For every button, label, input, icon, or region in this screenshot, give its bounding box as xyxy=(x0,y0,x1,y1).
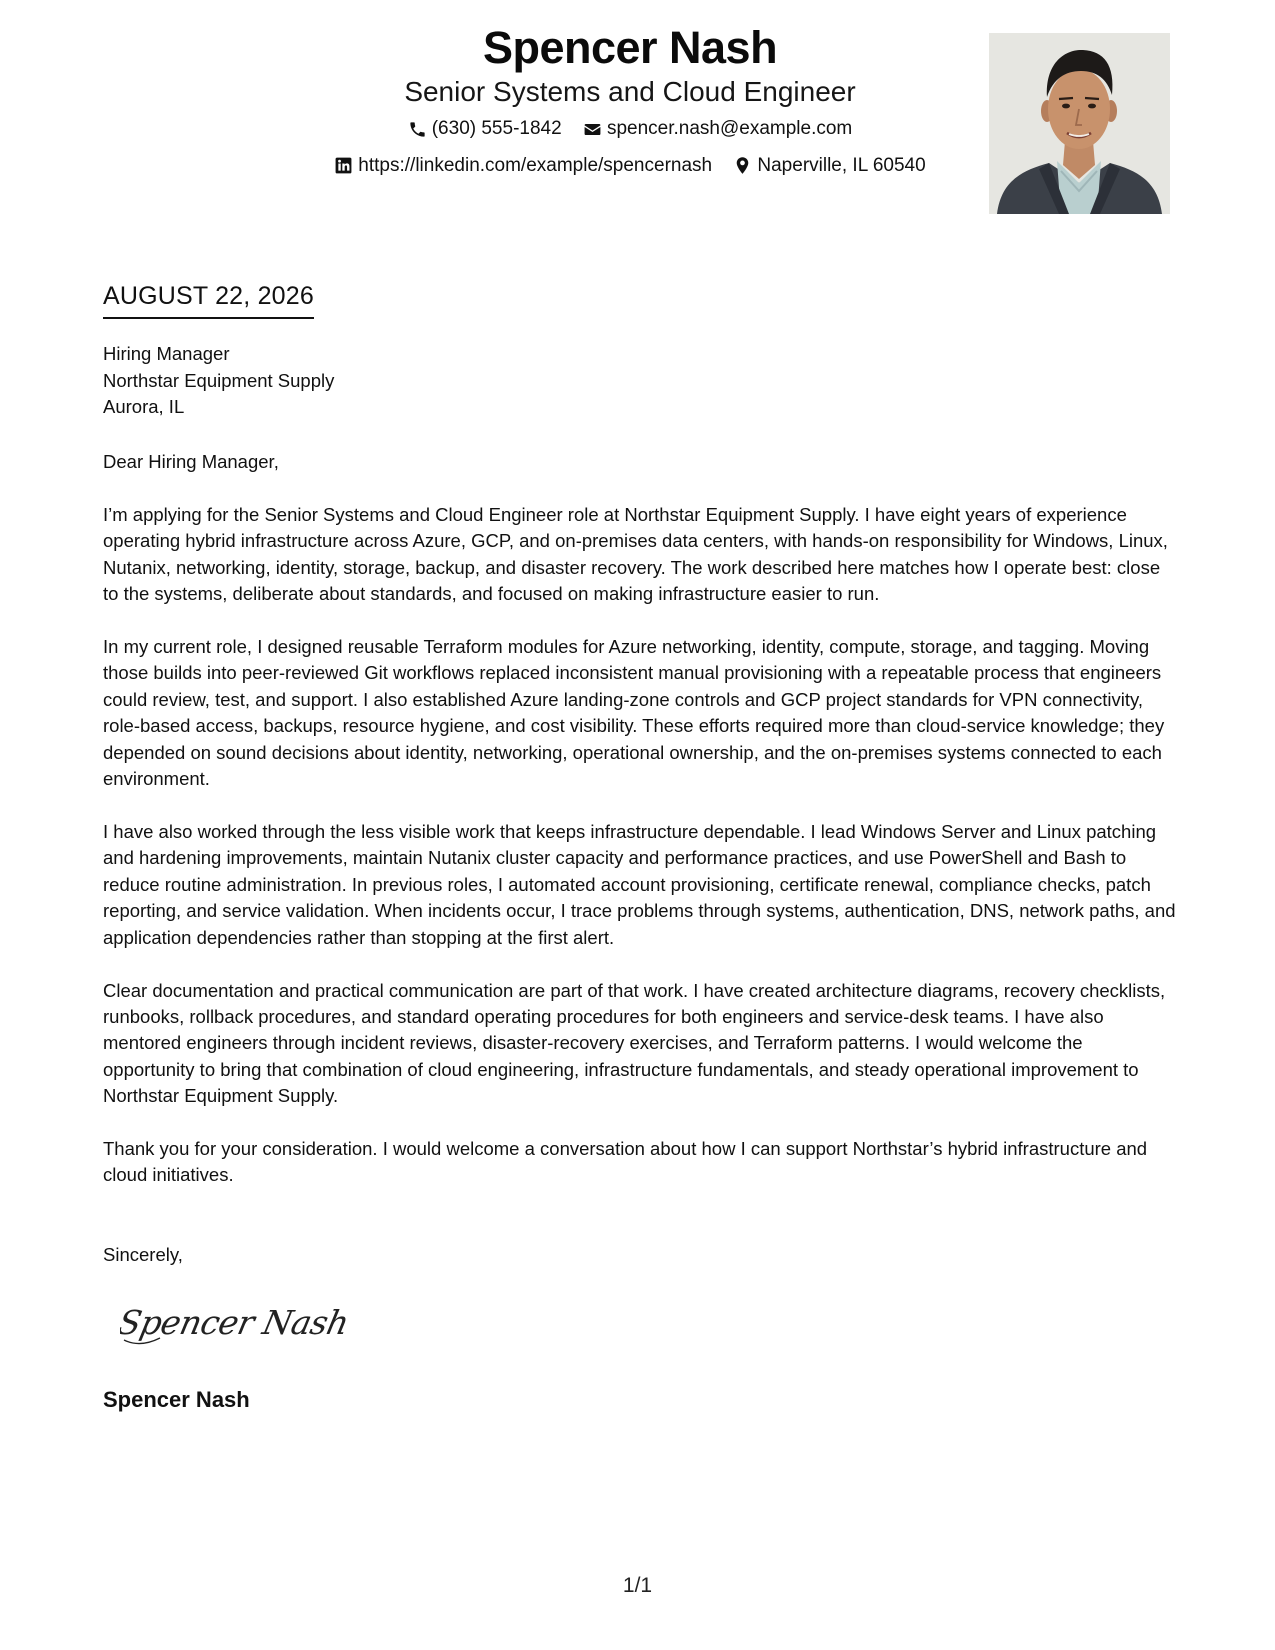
envelope-icon xyxy=(583,120,602,139)
letter-header xyxy=(200,20,1060,182)
signer-name: Spencer Nash xyxy=(103,1387,250,1412)
linkedin-icon xyxy=(334,156,353,175)
contact-row-2 xyxy=(200,154,1060,183)
body-paragraph: In my current role, I designed reusable Terraform modules for Azure networking, identity, compute, storage, and tagging. Moving those builds into peer-reviewed Git workflows replaced inconsistent manual provisioning with a repeatable process that engineers could review, test, and support. I also established Azure landing-zone controls and GCP project standards for VPN connectivity, role-based access, backups, resource hygiene, and cost visibility. These efforts required more than cloud-service knowledge; they depended on sound decisions about identity, networking, operational ownership, and the on-premises systems connected to each environment. xyxy=(103,636,1165,790)
recipient-line: Aurora, IL xyxy=(103,396,185,417)
letter-body xyxy=(103,449,1178,1215)
map-pin-icon xyxy=(733,156,752,175)
letter-date-block xyxy=(103,280,314,319)
email-address: spencer.nash@example.com xyxy=(606,118,853,139)
page-number: 1/1 xyxy=(622,1574,653,1597)
location-text: Naperville, IL 60540 xyxy=(757,154,926,176)
salutation: Dear Hiring Manager, xyxy=(103,451,279,472)
handwritten-signature xyxy=(120,1288,360,1358)
profile-photo xyxy=(989,33,1170,214)
body-paragraph: I’m applying for the Senior Systems and Cloud Engineer role at Northstar Equipment Supply. I have eight years of experience operating hybrid infrastructure across Azure, GCP, and on-premises data centers, with hands-on responsibility for Windows, Linux, Nutanix, networking, identity, storage, backup, and disaster recovery. The work described here matches how I operate best: close to the systems, deliberate about standards, and focused on making infrastructure easier to run. xyxy=(103,503,1168,605)
recipient-line: Northstar Equipment Supply xyxy=(103,369,335,391)
applicant-name: Spencer Nash xyxy=(482,22,778,73)
phone-contact xyxy=(408,117,562,141)
recipient-line: Hiring Manager xyxy=(103,343,230,364)
email-contact xyxy=(583,117,852,141)
letter-date: AUGUST 22, 2026 xyxy=(103,280,314,319)
phone-number: (630) 555-1842 xyxy=(431,118,562,139)
contact-row-1 xyxy=(200,117,1060,146)
body-paragraph: I have also worked through the less visible work that keeps infrastructure dependable. I lead Windows Server and Linux patching and hardening improvements, maintain Nutanix cluster capacity and performance practices, and use PowerShell and Bash to reduce routine administration. In previous roles, I automated account provisioning, certificate renewal, compliance checks, patch reporting, and service validation. When incidents occur, I trace problems through systems, authentication, DNS, network paths, and application dependencies rather than stopping at the first alert. xyxy=(103,820,1176,948)
svg-text:Spencer Nash: Spencer Nash xyxy=(120,1303,353,1342)
body-paragraph: Clear documentation and practical communication are part of that work. I have created architecture diagrams, recovery checklists, runbooks, rollback procedures, and standard operating procedures for both engineers and service-desk teams. I have also mentored engineers through incident reviews, disaster-recovery exercises, and Terraform patterns. I would welcome the opportunity to bring that combination of cloud engineering, infrastructure fundamentals, and steady operational improvement to Northstar Equipment Supply. xyxy=(103,979,1166,1107)
linkedin-contact xyxy=(334,154,712,178)
location-contact xyxy=(733,154,925,178)
body-paragraph: Thank you for your consideration. I would welcome a conversation about how I can support Northstar’s hybrid infrastructure and cloud initiatives. xyxy=(103,1138,1148,1186)
applicant-title: Senior Systems and Cloud Engineer xyxy=(404,76,856,107)
closing: Sincerely, xyxy=(103,1244,183,1265)
recipient-address xyxy=(103,341,334,421)
portrait-illustration xyxy=(989,33,1170,214)
linkedin-url: https://linkedin.com/example/spencernash xyxy=(358,154,713,176)
phone-icon xyxy=(408,120,427,139)
